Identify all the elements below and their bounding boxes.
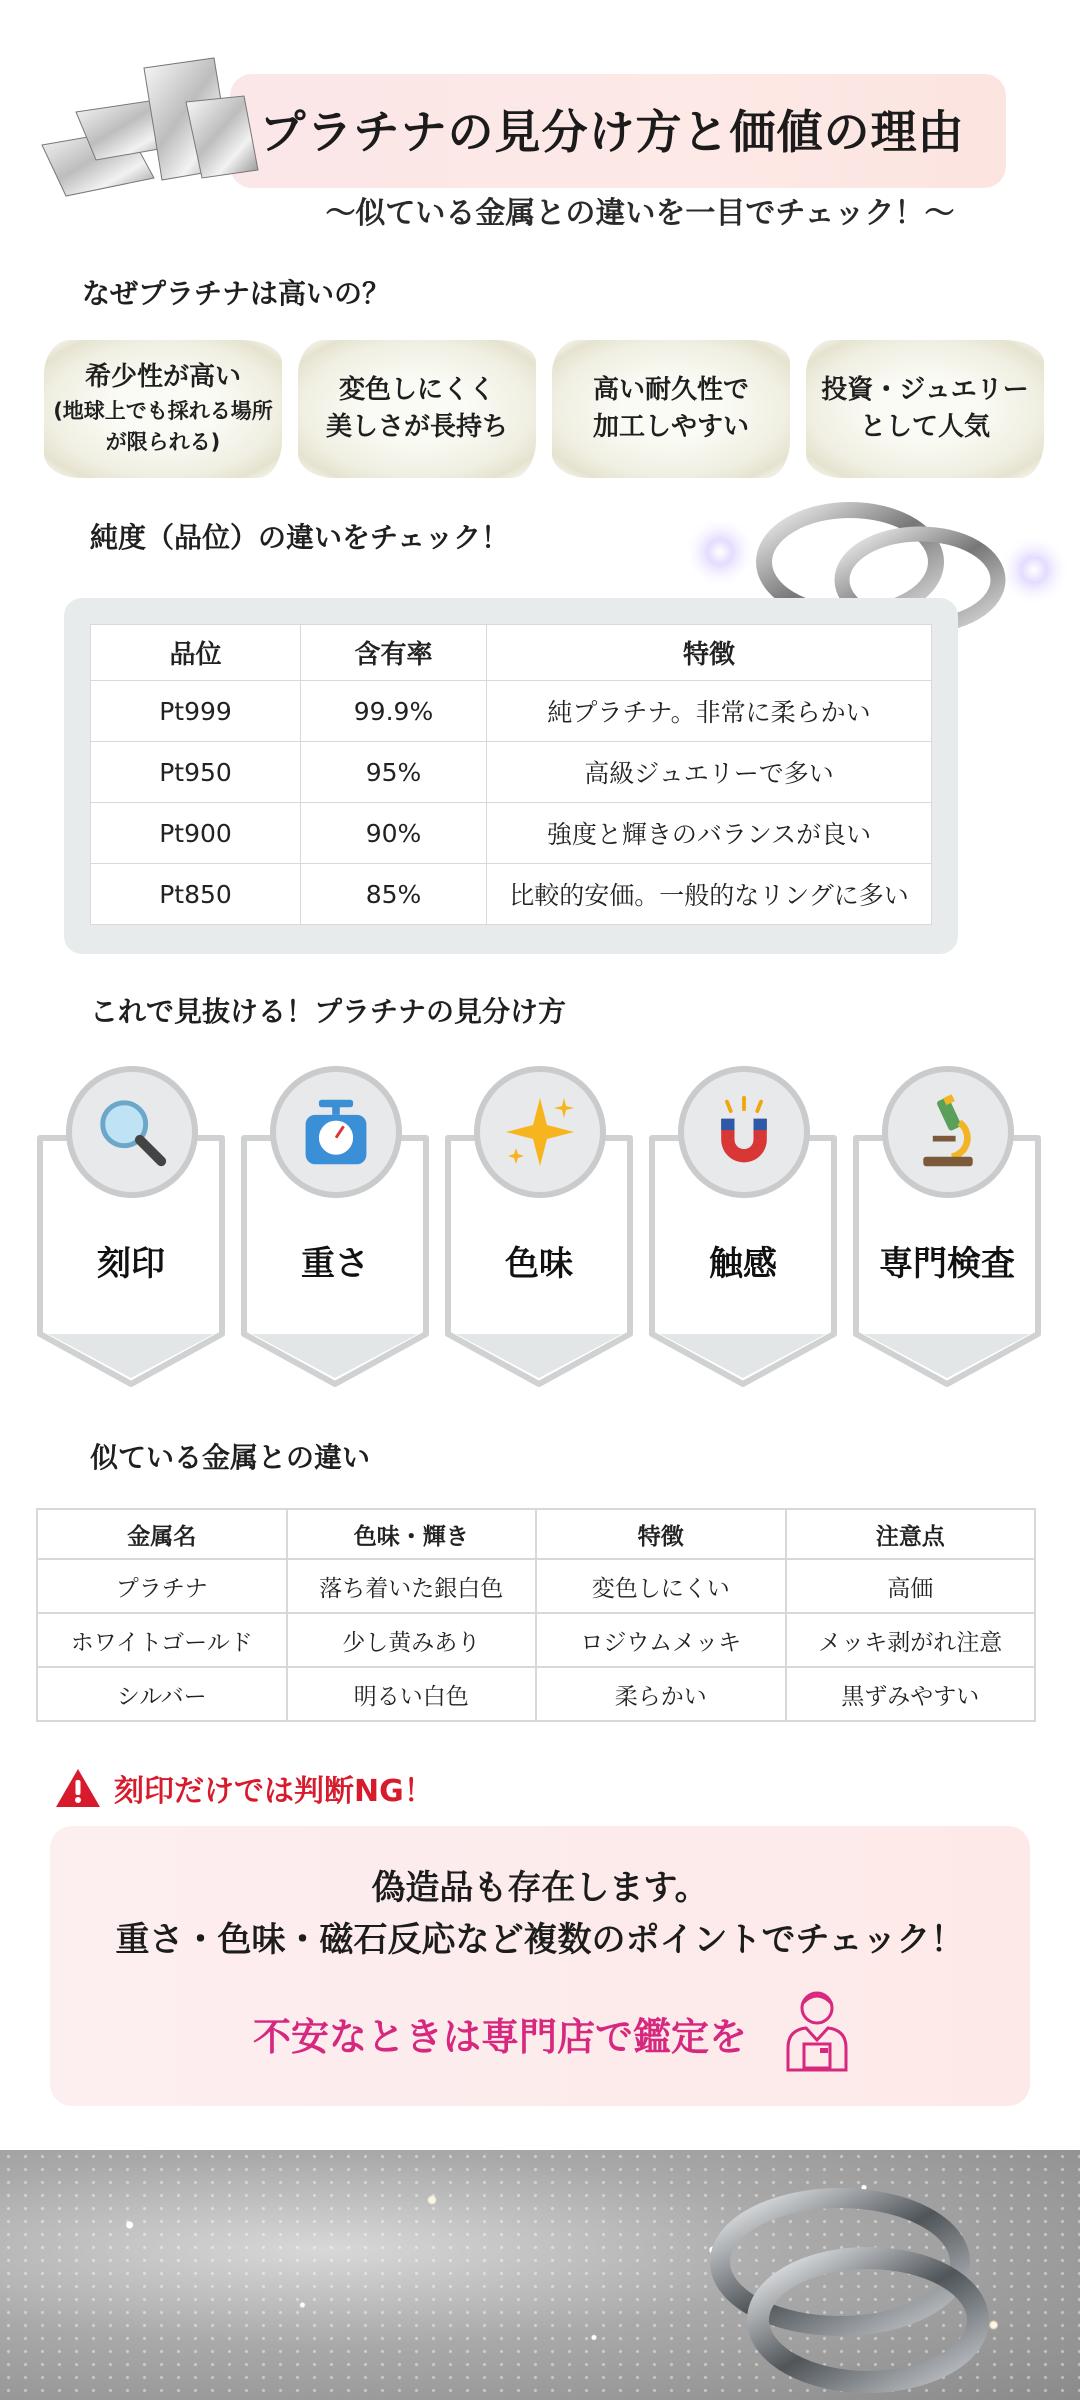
reason-line: 変色しにくく — [338, 375, 495, 406]
table-cell: 落ち着いた銀白色 — [287, 1559, 537, 1613]
table-cell: ロジウムメッキ — [536, 1613, 786, 1667]
scale-icon — [298, 1094, 374, 1170]
table-cell: 黒ずみやすい — [786, 1667, 1036, 1721]
warning-line-1: 偽造品も存在します。 — [371, 1868, 709, 1908]
purity-heading: 純度（品位）の違いをチェック！ — [44, 512, 553, 564]
sparkle-icon — [500, 1092, 580, 1172]
page-subtitle: 〜似ている金属との違いを一目でチェック！〜 — [325, 196, 955, 231]
method-label: 重さ — [301, 1244, 369, 1284]
reason-line: として人気 — [859, 412, 990, 442]
method-icon-circle — [474, 1066, 606, 1198]
method-card-inspection — [852, 1066, 1042, 1388]
table-row — [37, 1613, 1035, 1667]
column-header: 注意点 — [786, 1509, 1036, 1559]
column-header: 特徴 — [487, 625, 932, 681]
platinum-bars-icon — [36, 50, 266, 200]
warning-title — [54, 1766, 434, 1810]
page-title: プラチナの見分け方と価値の理由 — [259, 105, 965, 159]
method-label: 触感 — [709, 1244, 777, 1284]
table-row — [37, 1667, 1035, 1721]
reason-card-investment — [806, 340, 1044, 478]
method-label: 専門検査 — [879, 1244, 1015, 1284]
table-row — [91, 681, 932, 742]
staff-icon — [782, 1984, 852, 2074]
table-header-row — [91, 625, 932, 681]
method-card-weight — [240, 1066, 430, 1388]
table-cell: Pt850 — [91, 864, 301, 925]
table-row — [91, 803, 932, 864]
reason-line: 美しさが長持ち — [325, 412, 508, 442]
table-cell: Pt900 — [91, 803, 301, 864]
column-header: 金属名 — [37, 1509, 287, 1559]
table-cell: プラチナ — [37, 1559, 287, 1613]
warning-title-text: 刻印だけでは判断NG！ — [114, 1774, 434, 1809]
table-cell: 変色しにくい — [536, 1559, 786, 1613]
reason-line: 高い耐久性で — [592, 375, 749, 406]
table-cell: 純プラチナ。非常に柔らかい — [487, 681, 932, 742]
table-row — [37, 1559, 1035, 1613]
photo-rings-icon — [690, 2180, 990, 2400]
microscope-icon — [910, 1094, 986, 1170]
table-cell: 明るい白色 — [287, 1667, 537, 1721]
method-label: 刻印 — [97, 1244, 165, 1284]
appraisal-cta: 不安なときは専門店で鑑定を — [252, 2015, 747, 2059]
table-cell: 90% — [301, 803, 487, 864]
warning-line-2: 重さ・色味・磁石反応など複数のポイントでチェック！ — [115, 1920, 965, 1960]
method-card-touch — [648, 1066, 838, 1388]
reason-line: 希少性が高い — [84, 362, 241, 393]
table-cell: 高級ジュエリーで多い — [487, 742, 932, 803]
method-card-stamp — [36, 1066, 226, 1388]
table-cell: 85% — [301, 864, 487, 925]
method-icon-circle — [882, 1066, 1014, 1198]
table-cell: Pt950 — [91, 742, 301, 803]
table-cell: 95% — [301, 742, 487, 803]
methods-heading: これで見抜ける！プラチナの見分け方 — [44, 986, 610, 1038]
column-header: 色味・輝き — [287, 1509, 537, 1559]
table-cell: メッキ剥がれ注意 — [786, 1613, 1036, 1667]
table-cell: Pt999 — [91, 681, 301, 742]
compare-table — [36, 1508, 1036, 1722]
warning-icon — [54, 1767, 102, 1809]
purity-table — [90, 624, 932, 925]
table-cell: 比較的安価。一般的なリングに多い — [487, 864, 932, 925]
reason-line: 加工しやすい — [592, 412, 749, 442]
reason-card-tarnish — [298, 340, 536, 478]
table-cell: 少し黄みあり — [287, 1613, 537, 1667]
method-card-color — [444, 1066, 634, 1388]
table-cell: 柔らかい — [536, 1667, 786, 1721]
column-header: 品位 — [91, 625, 301, 681]
magnet-icon — [706, 1094, 782, 1170]
reason-line: 投資・ジュエリー — [821, 375, 1029, 406]
compare-heading: 似ている金属との違い — [44, 1432, 414, 1484]
table-header-row — [37, 1509, 1035, 1559]
column-header: 含有率 — [301, 625, 487, 681]
column-header: 特徴 — [536, 1509, 786, 1559]
table-cell: 高価 — [786, 1559, 1036, 1613]
table-row — [91, 742, 932, 803]
reason-card-durability — [552, 340, 790, 478]
table-row — [91, 864, 932, 925]
table-cell: シルバー — [37, 1667, 287, 1721]
method-icon-circle — [66, 1066, 198, 1198]
reasons-heading: なぜプラチナは高いの？ — [36, 268, 434, 320]
magnifier-icon — [93, 1093, 171, 1171]
table-cell: ホワイトゴールド — [37, 1613, 287, 1667]
reason-note: (地球上でも採れる場所が限られる) — [53, 398, 273, 455]
table-cell: 強度と輝きのバランスが良い — [487, 803, 932, 864]
method-label: 色味 — [505, 1244, 573, 1284]
method-icon-circle — [678, 1066, 810, 1198]
reason-card-rarity — [44, 340, 282, 478]
method-icon-circle — [270, 1066, 402, 1198]
table-cell: 99.9% — [301, 681, 487, 742]
